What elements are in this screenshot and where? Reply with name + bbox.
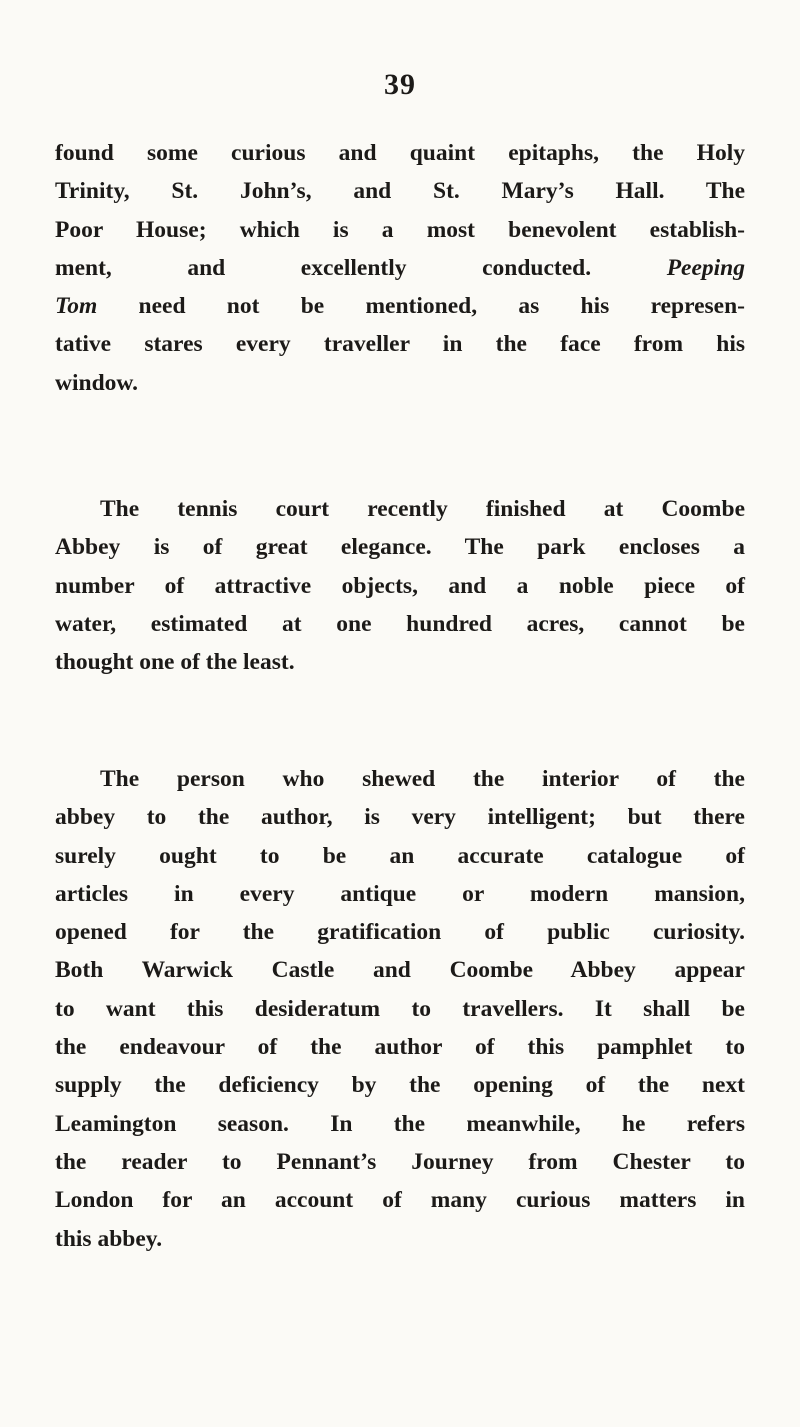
text-line: the endeavour of the author of this pamphlet to [55,1034,745,1061]
paragraph-2 [55,490,745,681]
text-segment: need not be mentioned, as his represen- [97,293,745,320]
italic-name: Peeping [666,254,746,281]
text-line [55,249,745,287]
text-line: to want this desideratum to travellers. It shall be [55,995,745,1022]
text-line: surely ought to be an accurate catalogue of [55,842,745,869]
text-line: this abbey. [55,1225,163,1252]
text-line: water, estimated at one hundred acres, cannot be [55,610,745,637]
text-line: Leamington season. In the meanwhile, he refers [55,1110,745,1137]
text-line: abbey to the author, is very intelligent; but there [55,804,745,831]
italic-name: Tom [55,293,98,320]
text-segment: ment, and excellently conducted. [55,254,592,281]
text-line: The tennis court recently finished at Coombe [100,496,745,522]
text-line: Trinity, St. John’s, and St. Mary’s Hall. The [55,178,745,205]
text-line: window. [55,369,138,396]
paragraph-1 [55,134,745,402]
text-line: found some curious and quaint epitaphs, the Holy [55,140,745,166]
paragraph-3 [55,760,745,1258]
text-line: London for an account of many curious matters in [55,1187,745,1214]
text-line: articles in every antique or modern mansion, [55,880,745,907]
text-line: The person who shewed the interior of the [100,766,745,792]
text-line: the reader to Pennant’s Journey from Chester to [55,1148,745,1175]
text-line: number of attractive objects, and a noble piece of [55,572,745,599]
page-number: 39 [384,68,416,101]
text-line: Both Warwick Castle and Coombe Abbey appear [55,957,745,984]
text-line: Poor House; which is a most benevolent establish- [55,216,745,243]
text-line: supply the deficiency by the opening of the next [55,1072,745,1099]
text-line: thought one of the least. [55,649,295,676]
text-line: tative stares every traveller in the face from his [55,331,745,358]
text-line [55,287,745,325]
text-line: Abbey is of great elegance. The park encloses a [55,534,745,561]
text-line: opened for the gratification of public curiosity. [55,919,745,946]
